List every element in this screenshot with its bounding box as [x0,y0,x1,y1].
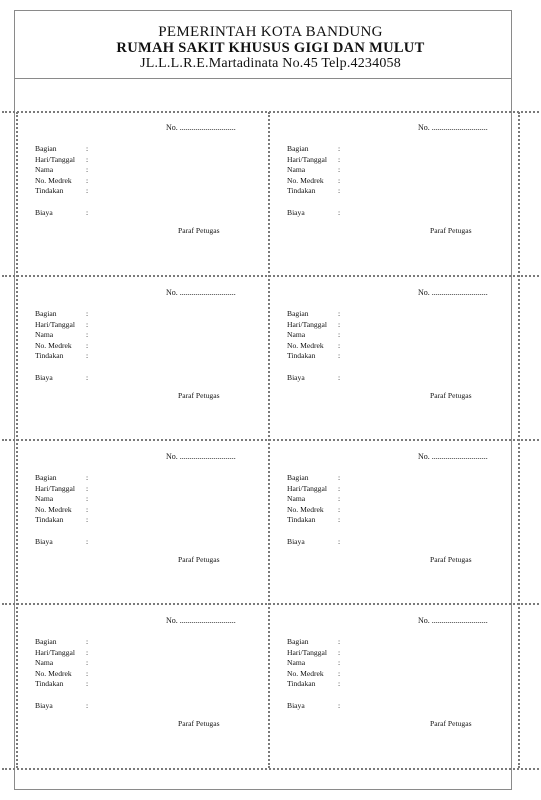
receipt-slip [287,114,517,244]
slip-field-label: Bagian [35,637,57,646]
slip-field [287,637,387,647]
slip-field-label: Bagian [35,144,57,153]
slip-field-colon: : [338,186,341,195]
slip-field [35,484,135,494]
slip-field-colon: : [86,165,89,174]
slip-biaya-colon: : [338,537,341,546]
slip-field-label: Tindakan [287,186,316,195]
slip-biaya-label: Biaya [35,537,53,546]
receipt-slip [287,607,517,737]
slip-biaya-colon: : [86,537,89,546]
slip-field-label: Hari/Tanggal [287,155,327,164]
slip-field-label: Tindakan [287,351,316,360]
slip-field-colon: : [338,484,341,493]
slip-paraf-petugas: Paraf Petugas [430,391,472,400]
slip-field [35,155,135,165]
slip-field-colon: : [338,648,341,657]
slip-biaya-label: Biaya [287,373,305,382]
slip-field-colon: : [86,144,89,153]
slip-field-label: Tindakan [35,515,64,524]
slip-field-colon: : [338,330,341,339]
slip-field [35,341,135,351]
header-rule [14,78,512,79]
slip-biaya-colon: : [338,373,341,382]
slip-field-label: No. Medrek [35,669,72,678]
receipt-slip [35,114,265,244]
slip-biaya [287,208,387,218]
slip-biaya-colon: : [86,373,89,382]
slip-field-colon: : [86,648,89,657]
slip-field-colon: : [338,165,341,174]
slip-field [287,494,387,504]
slip-biaya [35,208,135,218]
slip-field-label: No. Medrek [287,505,324,514]
slip-biaya-label: Biaya [287,701,305,710]
slip-paraf-petugas: Paraf Petugas [430,719,472,728]
slip-field-label: Hari/Tanggal [287,320,327,329]
slip-field-label: Nama [35,330,54,339]
slip-field-colon: : [86,351,89,360]
slip-field-label: Bagian [287,144,309,153]
cut-line [2,111,539,113]
slip-field-colon: : [338,637,341,646]
slip-field-colon: : [338,309,341,318]
slip-field [287,505,387,515]
slip-paraf-petugas: Paraf Petugas [178,719,220,728]
slip-biaya-colon: : [86,701,89,710]
cut-line [16,112,18,768]
slip-field-colon: : [338,341,341,350]
slip-paraf-petugas: Paraf Petugas [178,391,220,400]
slip-field-colon: : [338,679,341,688]
slip-number: No. ............................ [166,616,236,625]
cut-line [2,768,539,770]
slip-field [35,658,135,668]
slip-field-label: Tindakan [287,515,316,524]
slip-field-colon: : [86,186,89,195]
slip-field-label: Tindakan [35,186,64,195]
slip-field-label: Nama [287,658,306,667]
slip-field-colon: : [338,351,341,360]
slip-field-colon: : [338,473,341,482]
receipt-slip [35,279,265,409]
cut-line [518,112,520,768]
slip-number: No. ............................ [166,452,236,461]
header-hospital-name: RUMAH SAKIT KHUSUS GIGI DAN MULUT [116,40,425,56]
slip-field-colon: : [338,669,341,678]
slip-field-colon: : [86,155,89,164]
slip-field [287,330,387,340]
slip-field-label: Bagian [287,637,309,646]
slip-field-label: Nama [35,658,54,667]
slip-field-label: Nama [287,165,306,174]
slip-field [287,648,387,658]
slip-biaya [287,701,387,711]
slip-field-label: Bagian [287,473,309,482]
slip-field-colon: : [86,505,89,514]
slip-number: No. ............................ [418,452,488,461]
slip-biaya-colon: : [338,701,341,710]
slip-biaya [287,373,387,383]
slip-field-colon: : [86,515,89,524]
receipt-slip [35,443,265,573]
slip-field-colon: : [86,176,89,185]
slip-biaya-label: Biaya [35,701,53,710]
slip-field [287,669,387,679]
slip-field [287,320,387,330]
slip-field [35,320,135,330]
slip-field [287,176,387,186]
slip-field-colon: : [338,155,341,164]
slip-field-colon: : [86,341,89,350]
slip-field-colon: : [86,679,89,688]
slip-field [35,669,135,679]
slip-field-colon: : [338,144,341,153]
slip-field [35,351,135,361]
slip-field [287,309,387,319]
slip-field-label: Hari/Tanggal [35,648,75,657]
slip-field-label: Bagian [35,473,57,482]
slip-field [287,341,387,351]
slip-biaya-label: Biaya [35,208,53,217]
slip-field-colon: : [86,473,89,482]
slip-field-label: Tindakan [35,679,64,688]
receipt-slip [287,443,517,573]
slip-field [287,186,387,196]
slip-field-colon: : [338,658,341,667]
slip-biaya-label: Biaya [35,373,53,382]
slip-biaya-label: Biaya [287,537,305,546]
slip-field [287,484,387,494]
slip-field [35,165,135,175]
slip-field-colon: : [86,494,89,503]
cut-line [2,603,539,605]
slip-field-colon: : [338,320,341,329]
slip-field-colon: : [338,176,341,185]
slip-field [287,515,387,525]
slip-field-label: Nama [287,494,306,503]
slip-paraf-petugas: Paraf Petugas [430,226,472,235]
slip-number: No. ............................ [418,616,488,625]
slip-field-label: Bagian [35,309,57,318]
slip-field-label: Nama [35,494,54,503]
slip-paraf-petugas: Paraf Petugas [430,555,472,564]
slip-field [35,186,135,196]
slip-field-label: Hari/Tanggal [287,484,327,493]
slip-field-label: No. Medrek [287,669,324,678]
slip-biaya-colon: : [86,208,89,217]
slip-biaya [35,373,135,383]
slip-field-colon: : [86,669,89,678]
header-address: JL.L.L.R.E.Martadinata No.45 Telp.4234058 [140,56,401,71]
slip-field-label: No. Medrek [35,505,72,514]
slip-field [287,679,387,689]
slip-biaya [287,537,387,547]
slip-paraf-petugas: Paraf Petugas [178,555,220,564]
slip-field-label: Nama [287,330,306,339]
slip-field-label: Hari/Tanggal [35,320,75,329]
slip-biaya [35,537,135,547]
slip-field [35,505,135,515]
slip-field-colon: : [86,637,89,646]
slip-field-label: No. Medrek [35,176,72,185]
slip-number: No. ............................ [166,123,236,132]
slip-field-colon: : [338,494,341,503]
slip-field [287,155,387,165]
slip-field-label: No. Medrek [287,176,324,185]
slip-field-colon: : [338,515,341,524]
slip-field [287,351,387,361]
slip-field [35,473,135,483]
slip-field [35,309,135,319]
slip-field [35,176,135,186]
slip-field-label: Nama [35,165,54,174]
slip-biaya-label: Biaya [287,208,305,217]
slip-field [35,494,135,504]
slip-field-label: No. Medrek [287,341,324,350]
slip-field-colon: : [86,309,89,318]
slip-field [35,330,135,340]
slip-field [35,144,135,154]
slip-field-label: Hari/Tanggal [35,155,75,164]
receipt-slip [35,607,265,737]
cut-line [2,275,539,277]
slip-field [35,515,135,525]
slip-field-colon: : [86,320,89,329]
slip-field [35,679,135,689]
slip-field [287,658,387,668]
slip-field-label: Hari/Tanggal [35,484,75,493]
document-header [0,24,541,72]
slip-field-label: Bagian [287,309,309,318]
slip-field-label: Tindakan [35,351,64,360]
slip-field-colon: : [86,484,89,493]
cut-line [2,439,539,441]
slip-field [287,473,387,483]
slip-field [287,165,387,175]
slip-field [287,144,387,154]
slip-field [35,637,135,647]
slip-field-colon: : [338,505,341,514]
slip-field-label: No. Medrek [35,341,72,350]
receipt-slip [287,279,517,409]
slip-field [35,648,135,658]
slip-field-colon: : [86,330,89,339]
slip-number: No. ............................ [166,288,236,297]
slip-biaya-colon: : [338,208,341,217]
slip-biaya [35,701,135,711]
slip-field-label: Tindakan [287,679,316,688]
slip-field-label: Hari/Tanggal [287,648,327,657]
cut-line [268,112,270,768]
slip-number: No. ............................ [418,288,488,297]
slip-field-colon: : [86,658,89,667]
header-government: PEMERINTAH KOTA BANDUNG [158,24,383,40]
slip-number: No. ............................ [418,123,488,132]
slip-paraf-petugas: Paraf Petugas [178,226,220,235]
